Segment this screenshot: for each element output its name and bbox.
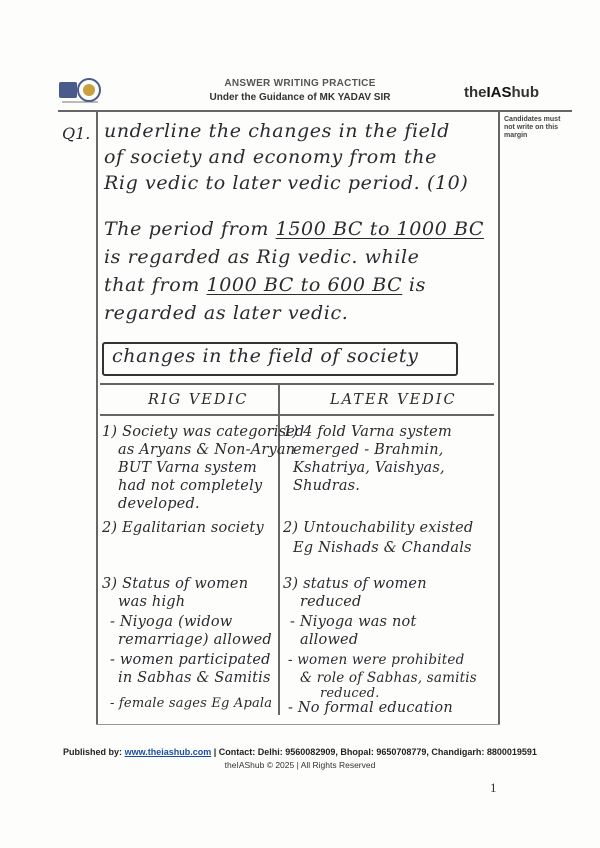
question-number: Q1.	[62, 124, 91, 143]
later-vedic-point-3-line-1: 3) status of women	[283, 576, 427, 592]
page-bottom-rule	[96, 724, 500, 725]
rig-vedic-date-range: 1500 BC to 1000 BC	[275, 218, 485, 240]
footer-contact: Published by: www.theiashub.com | Contact: Delhi: 9560082909, Bhopal: 9650708779, Chandigarh: 8800019591	[63, 747, 537, 757]
ias-hub-logo	[58, 76, 102, 106]
intro-line-3: that from 1000 BC to 600 BC is	[104, 274, 426, 296]
rig-vedic-point-3-line-5: - women participated	[110, 652, 271, 668]
intro-line-1: The period from 1500 BC to 1000 BC	[104, 218, 485, 240]
section-heading: changes in the field of society	[112, 345, 419, 367]
left-margin-line	[96, 110, 98, 725]
rig-vedic-point-1-line-5: developed.	[118, 496, 200, 512]
rig-vedic-point-3-line-7: - female sages Eg Apala	[110, 696, 273, 711]
rig-vedic-point-3-line-1: 3) Status of women	[102, 576, 249, 592]
rig-vedic-point-3-line-4: remarriage) allowed	[118, 632, 272, 648]
later-vedic-point-3-line-5: - women were prohibited	[288, 652, 465, 668]
later-vedic-point-3-line-2: reduced	[300, 594, 362, 610]
rig-vedic-point-1-line-4: had not completely	[118, 478, 263, 494]
later-vedic-point-3-line-7: reduced.	[320, 686, 380, 701]
column-header-later-vedic: LATER VEDIC	[330, 392, 457, 408]
later-vedic-point-2-line-2: Eg Nishads & Chandals	[293, 540, 472, 556]
question-line-1: underline the changes in the field	[104, 120, 450, 142]
margin-note: Candidates must not write on this margin	[504, 116, 561, 139]
right-margin-line	[498, 110, 500, 725]
table-header-rule	[100, 414, 494, 416]
rig-vedic-point-3-line-2: was high	[118, 594, 186, 610]
table-top-rule	[100, 383, 494, 385]
later-vedic-point-2-line-1: 2) Untouchability existed	[283, 520, 474, 536]
later-vedic-date-range: 1000 BC to 600 BC	[206, 274, 403, 296]
rig-vedic-point-1-line-3: BUT Varna system	[118, 460, 257, 476]
later-vedic-point-1-line-2: emerged - Brahmin,	[293, 442, 444, 458]
footer-copyright: theIAShub © 2025 | All Rights Reserved	[224, 760, 376, 770]
question-line-3: Rig vedic to later vedic period. (10)	[104, 172, 469, 194]
rig-vedic-point-3-line-3: - Niyoga (widow	[110, 614, 233, 630]
later-vedic-point-3-line-6: & role of Sabhas, samitis	[300, 670, 477, 686]
later-vedic-point-3-line-8: - No formal education	[288, 700, 453, 716]
rig-vedic-point-3-line-6: in Sabhas & Samitis	[118, 670, 271, 686]
page-number: 1	[490, 780, 497, 795]
later-vedic-point-1-line-1: 1) 4 fold Varna system	[283, 424, 452, 440]
later-vedic-point-3-line-3: - Niyoga was not	[290, 614, 417, 630]
rig-vedic-point-1-line-2: as Aryans & Non-Aryan	[118, 442, 296, 458]
column-header-rig-vedic: RIG VEDIC	[148, 392, 249, 408]
header-subtitle: Under the Guidance of MK YADAV SIR	[209, 92, 391, 103]
rig-vedic-point-2: 2) Egalitarian society	[102, 520, 264, 536]
rig-vedic-point-1-line-1: 1) Society was categorised	[102, 424, 305, 440]
later-vedic-point-1-line-4: Shudras.	[293, 478, 361, 494]
website-link[interactable]: www.theiashub.com	[124, 747, 212, 757]
header-rule	[58, 110, 572, 112]
question-line-2: of society and economy from the	[104, 146, 437, 168]
intro-line-4: regarded as later vedic.	[104, 302, 349, 324]
later-vedic-point-3-line-4: allowed	[300, 632, 359, 648]
brand-name: theIAShub	[464, 84, 540, 101]
intro-line-2: is regarded as Rig vedic. while	[104, 246, 420, 268]
later-vedic-point-1-line-3: Kshatriya, Vaishyas,	[293, 460, 445, 476]
header-title: ANSWER WRITING PRACTICE	[224, 78, 376, 89]
